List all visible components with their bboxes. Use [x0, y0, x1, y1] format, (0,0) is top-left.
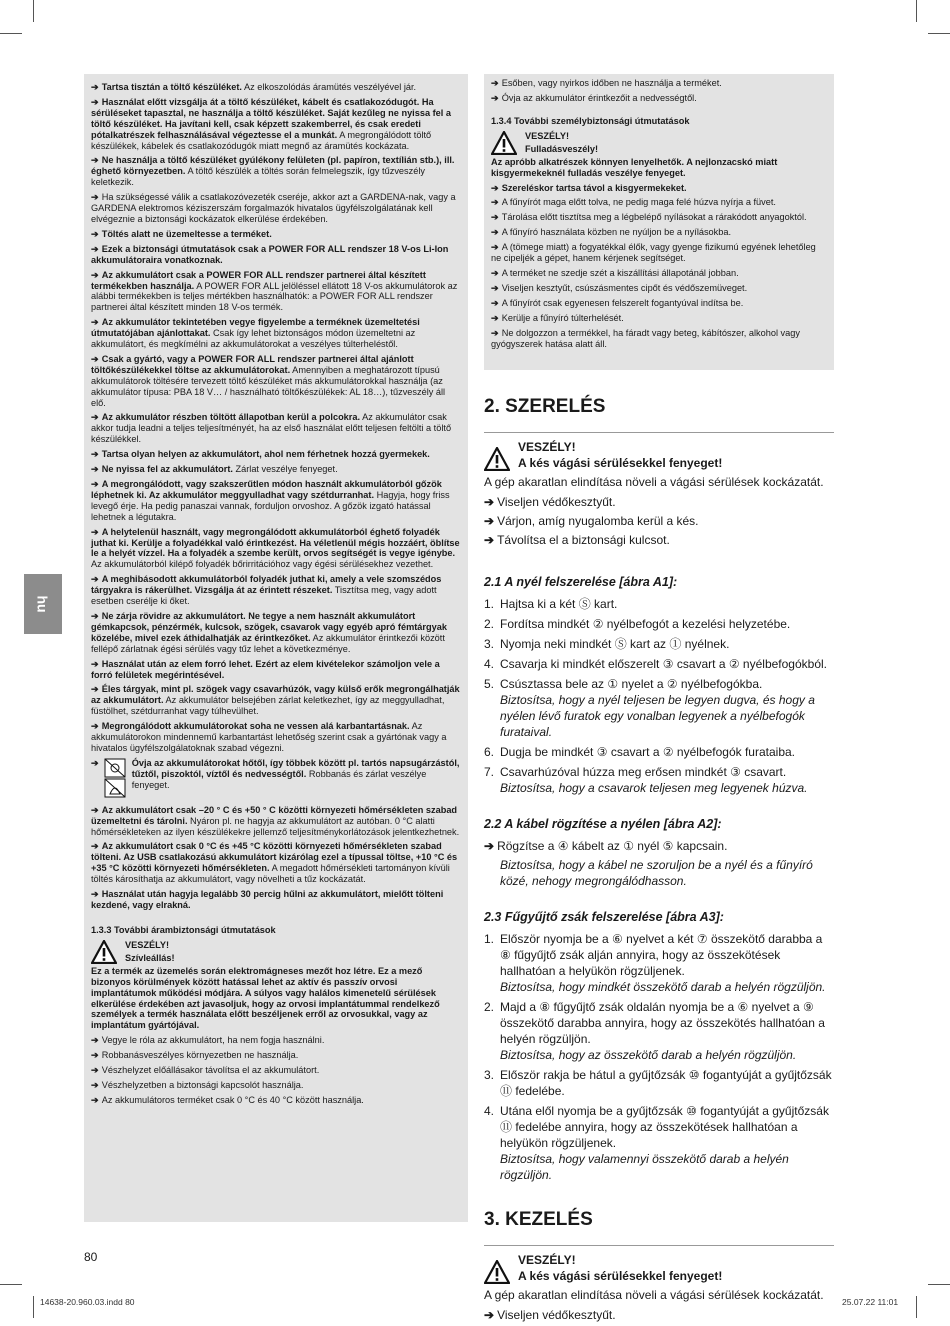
item-text: Tisztítsa meg, vagy adott esetben cserélje ki őket.: [91, 585, 437, 607]
step-text: Nyomja neki mindkét Ⓢ kart az ① nyélnek.: [500, 637, 730, 651]
safety-item: [91, 721, 461, 754]
warning-triangle-icon: [491, 131, 517, 155]
item-bold-text: Tartsa olyan helyen az akkumulátort, ahol nem férhetnek hozzá gyermekek.: [101, 449, 430, 460]
arrow-icon: ➔: [91, 412, 99, 423]
arrow-icon: ➔: [484, 495, 495, 509]
warning-subtitle: A kés vágási sérülésekkel fenyeget!: [518, 456, 723, 470]
item-text: A megrongálódott töltő készülékek, kábelek és csatlakozódugók miatt megnő az áramütés kockázata.: [91, 129, 432, 151]
safety-item: [91, 805, 461, 838]
arrow-icon: ➔: [91, 479, 99, 489]
safety-item: [91, 354, 461, 409]
step-number: 2.: [484, 1000, 495, 1014]
step-text: Először nyomja be a ⑥ nyelvet a két ⑦ összekötő darabba a ⑧ fűgyűjtő zsák alján annyira, hogy az összekötések hallhatóan a helyükön rögzüljenek.: [500, 932, 823, 978]
step-number: 3.: [484, 1068, 495, 1082]
arrow-icon: ➔: [491, 197, 499, 208]
warning-title: VESZÉLY!: [525, 130, 570, 141]
item-bold-text: Csak a gyártó, vagy a POWER FOR ALL rendszer partnerei által ajánlott töltőkészülékekkel töltse az akkumulátorokat.: [91, 353, 414, 375]
item-text: Viseljen kesztyűt, csúszásmentes cipőt és védőszemüveget.: [501, 282, 748, 293]
item-bold-text: Használat után az elem forró lehet. Ezért az elem kivételekor számoljon vele a forró felületek megérintésével.: [91, 658, 440, 680]
item-bold-text: Használat után hagyja legalább 30 percig hűlni az akkumulátort, mielőtt tölteni kezdené, vagy elrakná.: [91, 889, 444, 910]
arrow-icon: ➔: [91, 269, 99, 280]
item-text: A fűnyíró használata közben ne nyúljon be a nyílásokba.: [501, 227, 732, 238]
arrow-icon: ➔: [91, 658, 99, 669]
item-text: A töltő készülék a töltés során felmelegszik, így tűzveszély keletkezik.: [91, 166, 425, 188]
arrow-icon: ➔: [491, 312, 499, 323]
safety-item: [91, 97, 461, 152]
warning-triangle-icon: [484, 1260, 510, 1284]
step-number: 7.: [484, 765, 495, 779]
warning-subtitle: A kés vágási sérülésekkel fenyeget!: [518, 1269, 723, 1283]
safety-item: [491, 212, 827, 223]
danger-warning: [484, 432, 834, 490]
subsection-title: 2.1 A nyél felszerelése [ábra A1]:: [484, 575, 678, 589]
arrow-icon: ➔: [491, 297, 499, 308]
step-note: Biztosítsa, hogy a csavarok teljesen meg legyenek húzva.: [500, 781, 808, 795]
arrow-icon: ➔: [91, 526, 99, 537]
left-column: [91, 82, 461, 1110]
step-item: [484, 596, 834, 612]
item-text: Robbanásveszélyes környezetben ne használja.: [101, 1050, 299, 1061]
warning-title: VESZÉLY!: [518, 440, 576, 454]
safety-item: [491, 283, 827, 294]
item-text: Távolítsa el a biztonsági kulcsot.: [497, 533, 670, 547]
item-text: Az akkumulátor érintkezői között fellépő zárlatnak égési sérülés vagy tűz lehet a következménye.: [91, 632, 445, 654]
arrow-icon: ➔: [491, 242, 499, 253]
item-bold-text: Töltés alatt ne üzemeltesse a terméket.: [101, 228, 272, 239]
item-text: Az akkumulátor belsejében zárlat keletkezhet, így az meggyulladhat, füstölhet, szétdurranhat vagy túlhevülhet.: [91, 695, 445, 717]
crop-mark: [33, 0, 34, 22]
safety-item: [491, 242, 827, 264]
danger-warning: [484, 1245, 834, 1303]
warning-title: VESZÉLY!: [125, 939, 170, 950]
item-text: Vegye le róla az akkumulátort, ha nem fogja használni.: [101, 1035, 325, 1046]
safety-item: [91, 1095, 461, 1106]
section-heading: 1.3.3 További árambiztonsági útmutatások: [91, 924, 276, 935]
step-item: [484, 656, 834, 672]
arrow-icon: ➔: [91, 757, 99, 768]
item-bold-text: Megrongálódott akkumulátorokat soha ne vessen alá karbantartásnak.: [101, 721, 410, 732]
step-item: [484, 931, 834, 995]
item-text: A megadott hőmérsékleti tartományon kívüli töltés károsíthatja az akkumulátort, vagy növelheti a tűz kockázatát.: [91, 863, 450, 885]
step-number: 4.: [484, 657, 495, 671]
arrow-icon: ➔: [491, 267, 499, 278]
step-text: Majd a ⑧ fűgyűjtő zsák oldalán nyomja be a ⑥ nyelvet a ⑨ összekötő darabba annyira, hogy az összekötés hallhatóan a helyén rögzüljön.: [500, 1000, 825, 1046]
step-text: Hajtsa ki a két Ⓢ kart.: [500, 597, 618, 611]
arrow-icon: ➔: [491, 227, 499, 238]
item-text: Ne dolgozzon a termékkel, ha fáradt vagy beteg, kábítószer, alkohol vagy gyógyszerek hatása alatt áll.: [491, 327, 800, 349]
instruction-item: [484, 532, 834, 548]
arrow-icon: ➔: [91, 1094, 99, 1105]
item-text: Robbanás és zárlat veszélye fenyeget.: [131, 768, 427, 790]
item-bold-text: Az akkumulátort csak –20 ° C és +50 ° C közötti környezeti hőmérsékleten szabad üzemeltetni és tárolni.: [91, 804, 458, 826]
step-item: [484, 764, 834, 796]
item-bold-text: Óvja az akkumulátorokat hőtől, így többek között pl. tartós napsugárzástól, tűztől, piszoktól, víztől és nedvességtől.: [131, 757, 460, 779]
item-text: Nyáron pl. ne hagyja az akkumulátort az autóban. 0 °C alatti hőmérsékleteken az ilyen készülékekre jellemző teljesítménykorlátozások jelentkezhetnek.: [91, 815, 460, 837]
step-item: [484, 676, 834, 740]
step-note: Biztosítsa, hogy mindkét összekötő darab a helyén rögzüljön.: [500, 980, 826, 994]
item-text: Vészhelyzet előállásakor távolítsa el az akkumulátort.: [101, 1065, 320, 1076]
step-list: [484, 596, 834, 796]
item-bold-text: Ezek a biztonsági útmutatások csak a POWER FOR ALL rendszer 18 V-os Li-Ion akkumulátoraira vonatkoznak.: [91, 243, 449, 265]
safety-item: [491, 197, 827, 208]
safety-item: [491, 78, 827, 89]
warning-title: VESZÉLY!: [518, 1253, 576, 1267]
item-text: Tárolása előtt tisztítsa meg a légbelépő nyílásokat a rárakódott anyagoktól.: [501, 212, 807, 223]
step-item: [484, 999, 834, 1063]
safety-item: [91, 1050, 461, 1061]
safety-item: [91, 611, 461, 655]
warning-text: Az apróbb alkatrészek könnyen lenyelhetők. A nejlonzacskó miatt kisgyermekeknél fulladás veszélye fenyeget.: [491, 156, 778, 178]
item-text: Vészhelyzetben a biztonsági kapcsolót használja.: [101, 1079, 304, 1090]
arrow-icon: ➔: [484, 839, 495, 853]
safety-item: [91, 479, 461, 523]
crop-mark: [0, 33, 22, 34]
item-text: Rögzítse a ④ kábelt az ① nyél ⑤ kapcsain.: [497, 839, 728, 853]
item-text: A fűnyírót maga előtt tolva, ne pedig maga felé húzva nyírja a füvet.: [501, 197, 776, 208]
arrow-icon: ➔: [91, 574, 99, 585]
item-text: Várjon, amíg nyugalomba kerül a kés.: [497, 514, 699, 528]
item-text: A fűnyírót csak egyenesen felszerelt fogantyúval indítsa be.: [501, 297, 744, 308]
danger-warning: [491, 131, 827, 155]
safety-item: [91, 449, 461, 460]
item-text: Esőben, vagy nyirkos időben ne használja a terméket.: [501, 78, 722, 88]
step-number: 3.: [484, 637, 495, 651]
step-text: Fordítsa mindkét ② nyélbefogót a kezelési helyzetébe.: [500, 617, 791, 631]
safety-item: [91, 270, 461, 314]
safety-item: [91, 192, 461, 225]
item-bold-text: Ne nyissa fel az akkumulátort.: [101, 464, 233, 475]
item-bold-text: Ne zárja rövidre az akkumulátort. Ne tegye a nem használt akkumulátort gémkapcsok, pénzérmék, kulcsok, szögek, csavarok vagy egyéb apró fémtárgyak közelébe, mivel ezek áthidalhatják az érintkezőket.: [91, 610, 447, 643]
warning-triangle-icon: [91, 940, 117, 964]
crop-mark: [0, 1284, 22, 1285]
step-text: Csúsztassa bele az ① nyelet a ② nyélbefogókba.: [500, 677, 763, 691]
safety-item: [91, 229, 461, 240]
warning-subtitle: Szívleállás!: [125, 952, 175, 963]
instruction-item: [484, 494, 834, 510]
footer-date: 25.07.22 11:01: [842, 1297, 899, 1307]
item-text: Ha szükségessé válik a csatlakozóvezeték cseréje, akkor azt a GARDENA-nak, vagy a GARDENA elektromos kéziszerszám forgalmazók hivatalos ügyfélszolgálatának kell elvégeznie a biztonsági kockázatok elkerülése érdekében.: [91, 192, 456, 224]
arrow-icon: ➔: [91, 841, 99, 852]
arrow-icon: ➔: [91, 1035, 99, 1046]
safety-item: [91, 412, 461, 445]
item-bold-text: Szereléskor tartsa távol a kisgyermekeket.: [501, 182, 687, 193]
safety-item: [91, 317, 461, 350]
safety-item: [91, 659, 461, 681]
item-bold-text: Az akkumulátor tekintetében vegye figyelembe a terméknek üzemeltetési útmutatójában ajánlottakat.: [91, 317, 420, 339]
arrow-icon: ➔: [491, 92, 499, 103]
subsection-title: 2.3 Fűgyűjtő zsák felszerelése [ábra A3]:: [484, 910, 724, 924]
item-bold-text: A megrongálódott, vagy szakszerűtlen módon használt akkumulátorból gőzök léphetnek ki. Az akkumulátor meggyulladhat vagy szétdurranhat.: [91, 479, 442, 500]
step-item: [484, 1067, 834, 1099]
step-text: Utána elől nyomja be a gyűjtőzsák ⑩ fogantyúját a gyűjtőzsák ⑪ fedelébe annyira, hogy az összekötések hallhatóan a helyükön rögzüljenek.: [500, 1104, 829, 1150]
item-bold-text: A meghibásodott akkumulátorból folyadék juthat ki, amely a vele szomszédos tárgyakra is rákerülhet. Vizsgálja át az érintett részeket.: [91, 574, 442, 596]
danger-warning: [91, 940, 461, 964]
step-item: [484, 616, 834, 632]
item-text: Az akkumulátorokon mindennemű karbantartást lehetőség szerint csak a gyártónak vagy a hivatalos ügyfélszolgálatoknak szabad végezni.: [91, 721, 447, 753]
arrow-icon: ➔: [491, 327, 499, 338]
arrow-icon: ➔: [484, 533, 495, 547]
crop-mark: [916, 1296, 917, 1318]
item-bold-text: Tartsa tisztán a töltő készüléket.: [101, 82, 242, 92]
instruction-item: [484, 1307, 834, 1323]
arrow-icon: ➔: [91, 192, 99, 203]
arrow-icon: ➔: [91, 1050, 99, 1061]
safety-item: [91, 155, 461, 188]
item-text: Viseljen védőkesztyűt.: [497, 1308, 616, 1322]
right-main-column: [484, 396, 834, 1326]
step-number: 4.: [484, 1104, 495, 1118]
item-text: Óvja az akkumulátor érintkezőit a nedvességtől.: [501, 92, 697, 103]
item-bold-text: Ne használja a töltő készüléket gyúlékony felületen (pl. papíron, textílián stb.), ill. éghető környezetben.: [91, 155, 455, 177]
safety-item: [91, 889, 461, 911]
section-title: 3. KEZELÉS: [484, 1209, 593, 1230]
item-text: Csak így lehet biztonságos módon üzemeltetni az akkumulátort, és megkímélni az akkumulátorokat a veszélyes túlterheléstől.: [91, 328, 416, 350]
arrow-icon: ➔: [91, 228, 99, 239]
item-text: Az akkumulátorból kilépő folyadék bőrirritációhoz vagy égési sérülésekhez vezethet.: [91, 559, 434, 570]
heat-warning-item: [91, 758, 461, 801]
safety-item: [491, 328, 827, 350]
crop-mark: [916, 0, 917, 22]
step-note: Biztosítsa, hogy a nyél teljesen be legyen dugva, és hogy a nyélen lévő furatok egy vonalban legyenek a nyélbefogók furataival.: [500, 693, 815, 739]
warning-subtitle: Fulladásveszély!: [525, 143, 599, 154]
subsection-title: 2.2 A kábel rögzítése a nyélen [ábra A2]:: [484, 817, 722, 831]
step-number: 1.: [484, 932, 495, 946]
arrow-icon: ➔: [491, 182, 499, 193]
arrow-icon: ➔: [91, 317, 99, 328]
step-number: 5.: [484, 677, 495, 691]
instruction-note: Biztosítsa, hogy a kábel ne szoruljon be a nyél és a fűnyíró közé, nehogy megrongálódhasson.: [500, 858, 813, 888]
safety-item: [491, 313, 827, 324]
warning-triangle-icon: [484, 447, 510, 471]
item-text: A POWER FOR ALL jelöléssel ellátott 18 V-os akkumulátorok az alábbi termékekben is teljes mértékben használhatók: a POWER FOR ALL rendszer partnerei által készített minden 18 V-os termék.: [91, 280, 458, 313]
safety-item: [91, 684, 461, 717]
item-text: A terméket ne szedje szét a kiszállítási állapotánál jobban.: [501, 267, 739, 278]
crop-mark: [928, 33, 950, 34]
section-heading: 1.3.4 További személybiztonsági útmutatások: [491, 115, 690, 126]
safety-item: [91, 841, 461, 885]
arrow-icon: ➔: [91, 889, 99, 900]
arrow-icon: ➔: [91, 155, 99, 166]
item-bold-text: Használat előtt vizsgálja át a töltő készüléket, kábelt és csatlakozódugót. Ha sérüléseket tapasztal, ne használja a töltő készüléket. Saját kezűleg ne nyissa fel a töltő készüléket. Ha javítani kell, csak képzett szakemberrel, és csak eredeti pótalkatrészek felhasználásával végeztesse el a munkát.: [91, 96, 451, 140]
arrow-icon: ➔: [91, 449, 99, 460]
item-bold-text: Az akkumulátort csak a POWER FOR ALL rendszer partnerei által készített termékekben használja.: [91, 269, 426, 291]
item-text: Amennyiben a meghatározott típusú akkumulátorok töltésére tervezett töltő készüléket más akkumulátorokkal használja (az akkumulátor típusa: PBA 18 V… / használható töltőkészülékek: AL 18…), tűzveszély áll elő.: [91, 364, 446, 408]
arrow-icon: ➔: [91, 82, 99, 92]
step-text: Csavarhúzóval húzza meg erősen mindkét ③ csavart.: [500, 765, 787, 779]
item-text: Az elkoszolódás áramütés veszélyével jár.: [241, 82, 417, 92]
item-bold-text: Éles tárgyak, mint pl. szögek vagy csavarhúzók, vagy külső erők megrongálhatják az akkumulátort.: [91, 684, 460, 706]
footer-file: 14638-20.960.03.indd 80: [40, 1297, 135, 1307]
arrow-icon: ➔: [491, 78, 499, 88]
item-text: Viseljen védőkesztyűt.: [497, 495, 616, 509]
arrow-icon: ➔: [91, 243, 99, 254]
warning-text: A gép akaratlan elindítása növeli a vágási sérülések kockázatát.: [484, 475, 824, 489]
step-text: Először rakja be hátul a gyűjtőzsák ⑩ fogantyúját a gyűjtőzsák ⑪ fedelébe.: [500, 1068, 832, 1098]
crop-mark: [928, 1284, 950, 1285]
page-number: 80: [84, 1250, 98, 1264]
step-text: Csavarja ki mindkét előszerelt ③ csavart a ② nyélbefogókból.: [500, 657, 827, 671]
arrow-icon: ➔: [491, 212, 499, 223]
arrow-icon: ➔: [91, 804, 99, 815]
step-number: 1.: [484, 597, 495, 611]
step-item: [484, 1103, 834, 1183]
step-item: [484, 744, 834, 760]
safety-item: [491, 227, 827, 238]
safety-item: [91, 574, 461, 607]
arrow-icon: ➔: [91, 721, 99, 732]
arrow-icon: ➔: [91, 610, 99, 621]
step-number: 2.: [484, 617, 495, 631]
item-text: A (tömege miatt) a fogyatékkal élők, vagy gyenge fizikumú egyének lehetőleg ne cipeljék a gépet, hanem kérjenek segítséget.: [491, 242, 816, 264]
arrow-icon: ➔: [91, 1079, 99, 1090]
arrow-icon: ➔: [491, 282, 499, 293]
step-item: [484, 636, 834, 652]
crop-mark: [33, 1296, 34, 1318]
item-bold-text: Az akkumulátor részben töltött állapotban kerül a polcokra.: [101, 412, 361, 423]
sun-fire-water-icon: [104, 758, 126, 801]
safety-item: [91, 527, 461, 571]
item-text: Az akkumulátoros terméket csak 0 °C és 40 °C között használja.: [101, 1094, 364, 1105]
instruction-item: [484, 513, 834, 529]
arrow-icon: ➔: [91, 353, 99, 364]
arrow-icon: ➔: [91, 96, 99, 107]
item-text: Kerülje a fűnyíró túlterhelését.: [501, 312, 624, 323]
arrow-icon: ➔: [91, 684, 99, 695]
arrow-icon: ➔: [484, 1308, 495, 1322]
safety-item: [91, 1065, 461, 1076]
instruction-item: [484, 838, 834, 854]
safety-item: [91, 1035, 461, 1046]
section-title: 2. SZERELÉS: [484, 396, 606, 417]
warning-text: A gép akaratlan elindítása növeli a vágási sérülések kockázatát.: [484, 1288, 824, 1302]
safety-item: [91, 464, 461, 475]
safety-item: [491, 183, 827, 194]
item-text: Az akkumulátor csak akkor tudja leadni a teljes teljesítményét, ha az első használat előtt teljesen feltölti a töltő készülékkel.: [91, 412, 452, 445]
item-text: Zárlat veszélye fenyeget.: [232, 464, 338, 475]
step-note: Biztosítsa, hogy az összekötő darab a helyén rögzüljön.: [500, 1048, 797, 1062]
step-number: 6.: [484, 745, 495, 759]
item-text: Hagyja, hogy friss levegő érje. Ha pedig panaszai vannak, forduljon orvoshoz. A gőzök izgató hatással lehetnek a légutakra.: [91, 489, 450, 522]
arrow-icon: ➔: [91, 464, 99, 475]
item-bold-text: A helytelenül használt, vagy megrongálódott akkumulátorból éghető folyadék juthat ki. Kerülje a folyadékkal való érintkezést. Ha véletlenül mégis hozzáért, öblítse le a helyét vízzel. Ha a folyadék a szembe került, orvos segítségét is vegye igénybe.: [91, 526, 460, 559]
arrow-icon: ➔: [484, 514, 495, 528]
safety-item: [491, 93, 827, 104]
item-bold-text: Az akkumulátort csak 0 °C és +45 °C közötti környezeti hőmérsékleten szabad tölteni. Az USB csatlakozású akkumulátort kizárólag ezel a típussal töltse, +10 °C és +35 °C közötti környezeti hőmérsékleten.: [91, 841, 458, 874]
arrow-icon: ➔: [91, 1065, 99, 1076]
step-note: Biztosítsa, hogy valamennyi összekötő darab a helyén rögzüljön.: [500, 1152, 789, 1182]
warning-text: Ez a termék az üzemelés során elektromágneses mezőt hoz létre. Ez a mező bizonyos körülmények között hatással lehet az aktív és passzív orvosi implantátumok működési módjára. A súlyos vagy halálos kimenetelű sérülések elkerülése érdekében azt javasoljuk, hogy az orvosi implantátummal rendelkező személyek a termék használata előtt beszéljenek erről az orvosukkal, vagy az implantátum gyártójával.: [91, 965, 440, 1031]
language-tab: hu: [24, 574, 62, 634]
safety-item: [491, 298, 827, 309]
step-text: Dugja be mindkét ③ csavart a ② nyélbefogók furataiba.: [500, 745, 796, 759]
safety-item: [491, 268, 827, 279]
right-safety-column: [491, 78, 827, 353]
step-list: [484, 931, 834, 1183]
safety-item: [91, 1080, 461, 1091]
safety-item: [91, 244, 461, 266]
safety-item: [91, 82, 461, 93]
